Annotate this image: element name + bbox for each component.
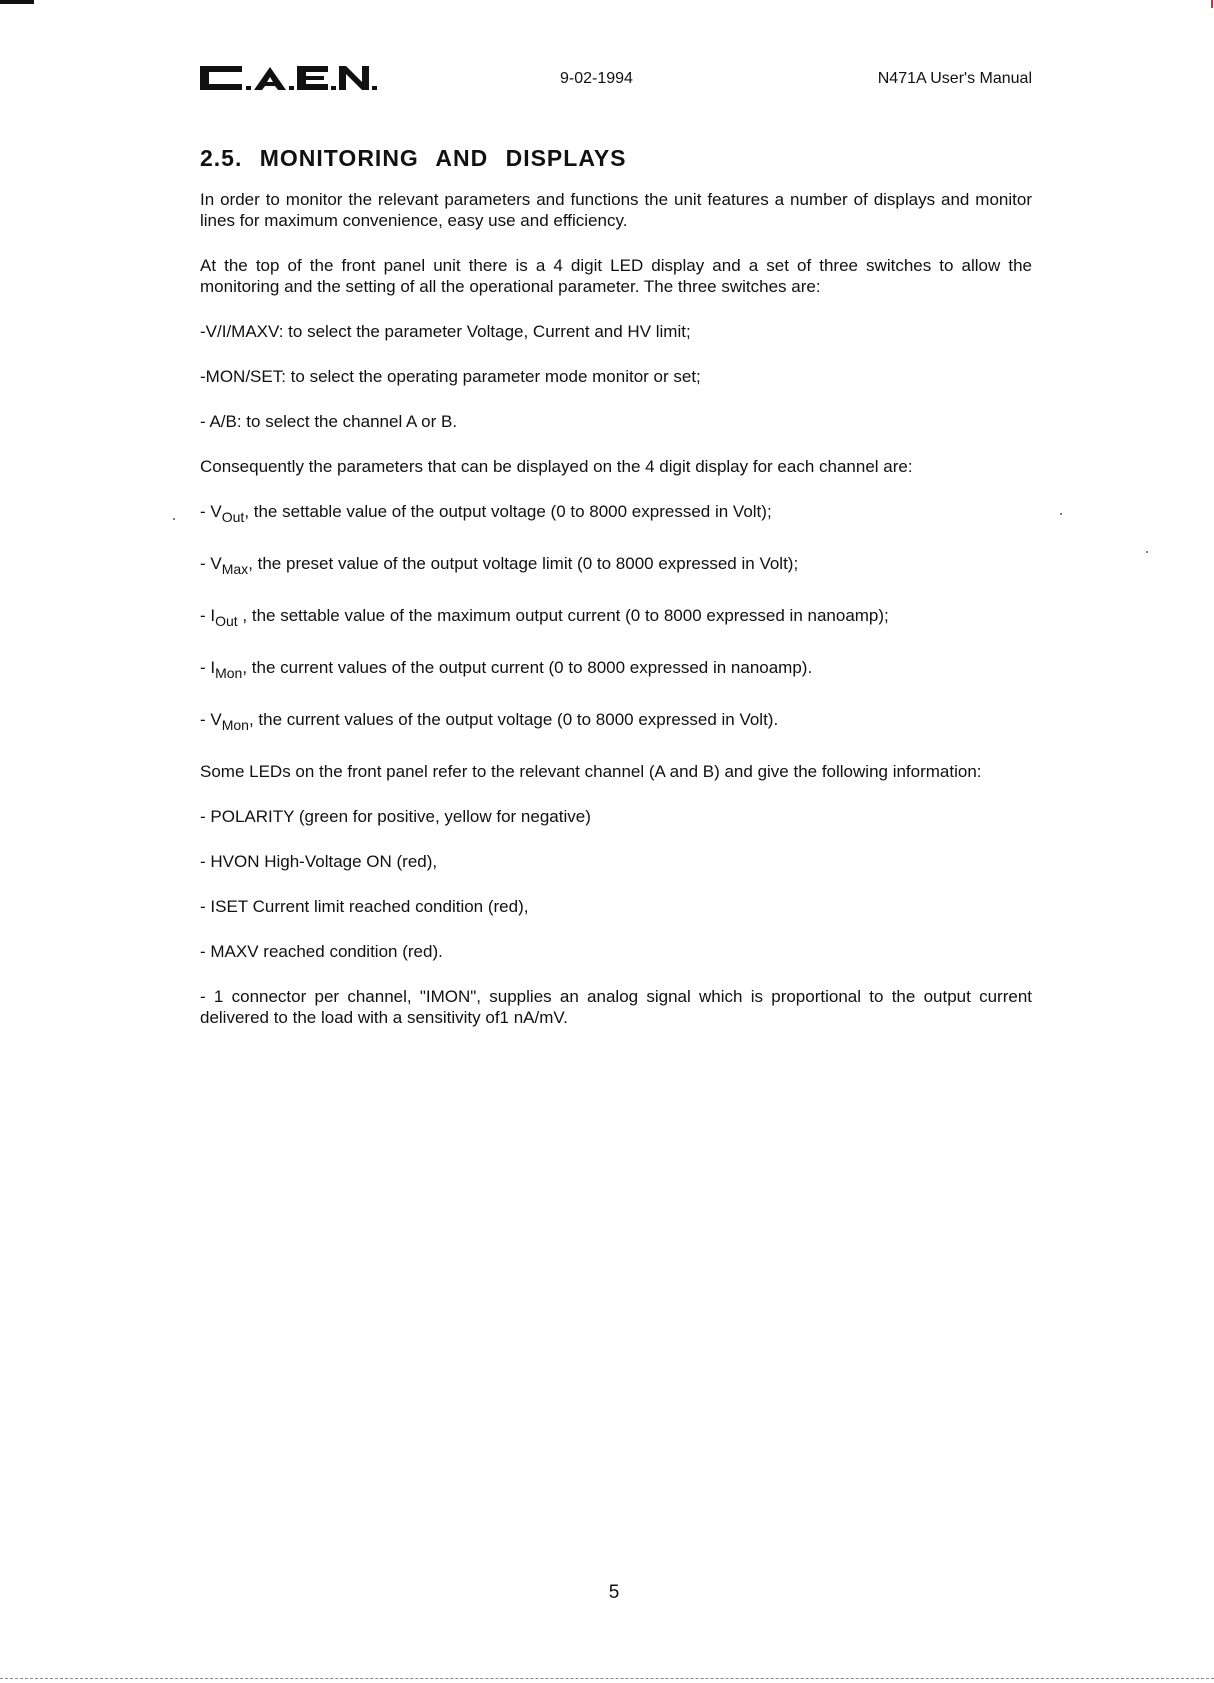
led-item: - HVON High-Voltage ON (red), xyxy=(200,852,438,871)
parameter-item: - $I_{Out}$ , the settable value of the maximum output current (0 to 8000 expressed in nanoamp); xyxy=(200,606,889,629)
header-date: 9-02-1994 xyxy=(560,70,633,87)
connector-paragraph: - 1 connector per channel, "IMON", supplies an analog signal which is proportional to the output current delivered to the load with a sensitivity of1 nA/mV. xyxy=(200,987,1032,1027)
scan-edge-mark xyxy=(0,0,34,4)
led-item: - ISET Current limit reached condition (red), xyxy=(200,897,529,916)
intro-paragraph: In order to monitor the relevant parameters and functions the unit features a number of displays and monitor lines for maximum convenience, easy use and efficiency. xyxy=(200,190,1032,230)
scan-bottom-rule xyxy=(0,1678,1214,1679)
parameter-item: - $V_{Mon}$, the current values of the output voltage (0 to 8000 expressed in Volt). xyxy=(200,710,779,733)
header-doc-title: N471A User's Manual xyxy=(877,70,1032,87)
scan-edge-mark-right xyxy=(1211,0,1213,8)
parameter-item: - $I_{Mon}$, the current values of the output current (0 to 8000 expressed in nanoamp). xyxy=(200,658,813,681)
scan-speck xyxy=(1146,551,1148,553)
switch-item: - A/B: to select the channel A or B. xyxy=(200,412,458,431)
parameters-intro: Consequently the parameters that can be displayed on the 4 digit display for each channel are: xyxy=(200,457,913,476)
parameter-item: - $V_{Max}$, the preset value of the output voltage limit (0 to 8000 expressed in Volt); xyxy=(200,554,799,577)
leds-intro: Some LEDs on the front panel refer to the relevant channel (A and B) and give the following information: xyxy=(200,762,982,781)
caen-logo xyxy=(200,62,400,92)
scan-speck xyxy=(1060,513,1062,515)
section-body xyxy=(200,145,1032,1052)
led-item: - POLARITY (green for positive, yellow for negative) xyxy=(200,807,591,826)
scan-speck xyxy=(173,518,175,520)
page-header xyxy=(200,62,1032,92)
switch-item: -V/I/MAXV: to select the parameter Voltage, Current and HV limit; xyxy=(200,322,691,341)
front-panel-paragraph: At the top of the front panel unit there is a 4 digit LED display and a set of three switches to allow the monitoring and the setting of all the operational parameter. The three switches are: xyxy=(200,256,1032,296)
page-number: 5 xyxy=(608,1582,620,1603)
section-title: 2.5. MONITORING AND DISPLAYS xyxy=(200,145,627,171)
parameter-item: - $V_{Out}$, the settable value of the output voltage (0 to 8000 expressed in Volt); xyxy=(200,502,772,525)
led-item: - MAXV reached condition (red). xyxy=(200,942,443,961)
switch-item: -MON/SET: to select the operating parameter mode monitor or set; xyxy=(200,367,701,386)
